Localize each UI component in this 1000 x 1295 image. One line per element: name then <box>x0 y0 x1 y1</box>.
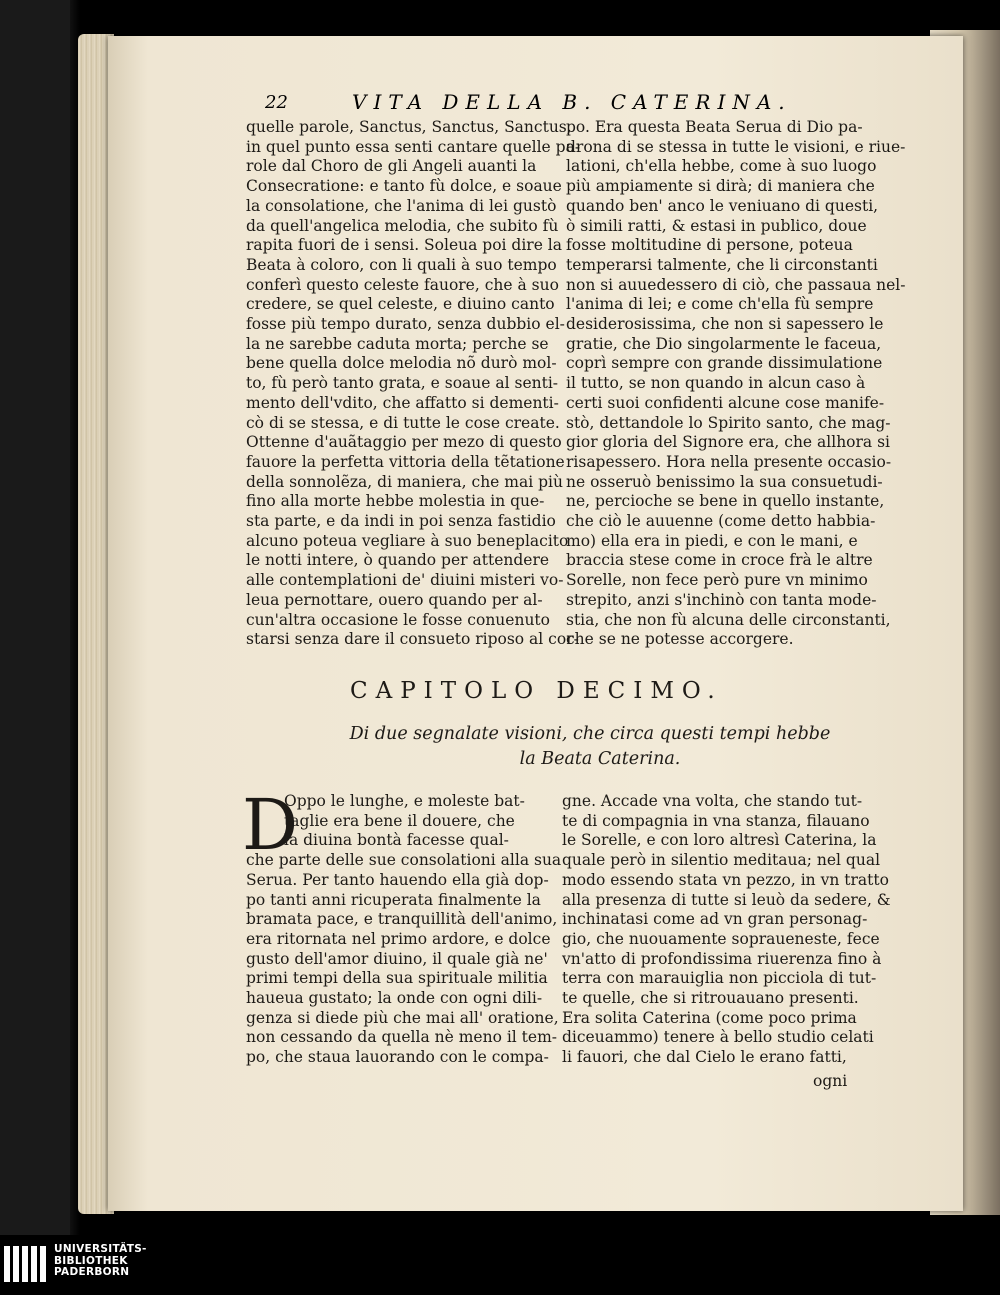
text-line: sta parte, e da indi in poi senza fastidio <box>246 512 556 531</box>
text-line: inchinatasi come ad vn gran personag- <box>562 910 868 929</box>
text-line: coprì sempre con grande dissimulatione <box>566 354 883 373</box>
text-line: non si auuedessero di ciò, che passaua nel- <box>566 275 906 294</box>
text-line: stia, che non fù alcuna delle circonstanti, <box>566 610 891 629</box>
text-line: le notti intere, ò quando per attendere <box>246 551 550 570</box>
text-line: Sorelle, non fece però pure vn minimo <box>566 571 868 590</box>
text-line: genza si diede più che mai all' oratione, <box>246 1008 559 1027</box>
text-line: gratie, che Dio singolarmente le faceua, <box>566 334 882 353</box>
text-column-right-top <box>566 118 906 650</box>
page-number: 22 <box>265 92 288 113</box>
text-line: era ritornata nel primo ardore, e dolce <box>246 929 551 948</box>
text-line: conferì questo celeste fauore, che à suo <box>246 275 559 294</box>
text-line: fino alla morte hebbe molestia in que- <box>246 492 545 511</box>
text-line: haueua gustato; la onde con ogni dili- <box>246 989 543 1008</box>
text-line: fauore la perfetta vittoria della tẽtatione <box>246 452 565 471</box>
text-line: bene quella dolce melodia nõ durò mol- <box>246 354 557 373</box>
text-line: starsi senza dare il consueto riposo al cor- <box>246 630 579 649</box>
text-line: Beata à coloro, con li quali à suo tempo <box>246 255 557 274</box>
text-line: che ciò le auuenne (come detto habbia- <box>566 512 876 531</box>
text-line: po, che staua lauorando con le compa- <box>246 1048 549 1067</box>
text-line: strepito, anzi s'inchinò con tanta mode- <box>566 590 877 609</box>
text-line: modo essendo stata vn pezzo, in vn tratto <box>562 870 889 889</box>
library-name <box>54 1244 147 1279</box>
library-footer <box>0 1235 1000 1295</box>
text-line: le Sorelle, e con loro altresì Caterina, la <box>562 831 877 850</box>
chapter-subtitle <box>310 722 870 772</box>
text-line: gio, che nuouamente sopraueneste, fece <box>562 929 880 948</box>
text-line: cun'altra occasione le fosse conuenuto <box>246 610 550 629</box>
text-line: ne osseruò benissimo la sua consuetudi- <box>566 472 883 491</box>
catchword: ogni <box>813 1072 848 1090</box>
text-line: Era solita Caterina (come poco prima <box>562 1008 857 1027</box>
text-line: non cessando da quella nè meno il tem- <box>246 1028 558 1047</box>
text-line: il tutto, se non quando in alcun caso à <box>566 374 866 393</box>
drop-cap: D <box>242 784 299 866</box>
text-line: quale però in silentio meditaua; nel qual <box>562 851 881 870</box>
text-line: più ampiamente si dirà; di maniera che <box>566 177 875 196</box>
text-line: risapessero. Hora nella presente occasio- <box>566 452 892 471</box>
text-line: gusto dell'amor diuino, il quale già ne' <box>246 949 548 968</box>
text-line: la consolatione, che l'anima di lei gustò <box>246 196 557 215</box>
text-line: vn'atto di profondissima riuerenza fino à <box>562 949 882 968</box>
text-line: Consecratione: e tanto fù dolce, e soaue <box>246 177 562 196</box>
text-line: credere, se quel celeste, e diuino canto <box>246 295 555 314</box>
text-column-right-bottom <box>562 792 891 1068</box>
text-line: lationi, ch'ella hebbe, come à suo luogo <box>566 157 877 176</box>
chapter-title: CAPITOLO DECIMO. <box>350 678 723 704</box>
text-line: role dal Choro de gli Angeli auanti la <box>246 157 537 176</box>
text-line: desiderosissima, che non si sapessero le <box>566 315 884 334</box>
text-line: diceuammo) tenere à bello studio celati <box>562 1028 874 1047</box>
text-line: in quel punto essa senti cantare quelle pa- <box>246 137 581 156</box>
text-line: cò di se stessa, e di tutte le cose create. <box>246 413 560 432</box>
text-column-left-bottom <box>246 792 562 1068</box>
library-name-line: UNIVERSITÄTS- <box>54 1243 147 1255</box>
text-line: gne. Accade vna volta, che stando tut- <box>562 792 863 810</box>
text-line: della sonnolẽza, di maniera, che mai più <box>246 472 563 491</box>
text-column-left-top <box>246 118 581 650</box>
text-line: Serua. Per tanto hauendo ella già dop- <box>246 870 549 889</box>
text-line: stò, dettandole lo Spirito santo, che mag- <box>566 413 891 432</box>
chapter-subtitle-line: Di due segnalate visioni, che circa questi tempi hebbe <box>349 724 831 744</box>
text-line: li fauori, che dal Cielo le erano fatti, <box>562 1048 847 1067</box>
text-line: te quelle, che si ritrouauano presenti. <box>562 989 859 1008</box>
chapter-subtitle-line: la Beata Caterina. <box>519 749 681 769</box>
text-line: Ottenne d'auãtaggio per mezo di questo <box>246 433 562 452</box>
text-line: mento dell'vdito, che affatto si dementi- <box>246 393 559 412</box>
text-line: da quell'angelica melodia, che subito fù <box>246 216 559 235</box>
text-line: po tanti anni ricuperata finalmente la <box>246 890 541 909</box>
text-line: leua pernottare, ouero quando per al- <box>246 590 543 609</box>
text-line: che se ne potesse accorgere. <box>566 630 794 649</box>
text-line: fosse più tempo durato, senza dubbio el- <box>246 315 565 334</box>
library-name-line: PADERBORN <box>54 1266 130 1278</box>
running-head: VITA DELLA B. CATERINA. <box>352 90 792 114</box>
text-line: bramata pace, e tranquillità dell'animo, <box>246 910 558 929</box>
text-line: la ne sarebbe caduta morta; perche se <box>246 334 549 353</box>
text-line: po. Era questa Beata Serua di Dio pa- <box>566 118 863 136</box>
library-name-line: BIBLIOTHEK <box>54 1254 128 1267</box>
text-line: Oppo le lunghe, e moleste bat- <box>284 792 525 810</box>
text-line: mo) ella era in piedi, e con le mani, e <box>566 531 858 550</box>
text-line: taglie era bene il douere, che <box>284 811 515 830</box>
text-line: quelle parole, Sanctus, Sanctus, Sanctus, <box>246 118 572 136</box>
text-line: quando ben' anco le veniuano di questi, <box>566 196 879 215</box>
library-logo-icon <box>4 1246 46 1282</box>
text-line: che parte delle sue consolationi alla sua <box>246 851 562 870</box>
text-line: terra con marauiglia non picciola di tut- <box>562 969 877 988</box>
text-line: la diuina bontà facesse qual- <box>284 831 509 850</box>
text-line: ne, percioche se bene in quello instante, <box>566 492 885 511</box>
text-line: primi tempi della sua spirituale militia <box>246 969 548 988</box>
text-line: alcuno poteua vegliare à suo beneplacito <box>246 531 569 550</box>
text-line: braccia stese come in croce frà le altre <box>566 551 873 570</box>
text-line: to, fù però tanto grata, e soaue al senti- <box>246 374 559 393</box>
text-line: te di compagnia in vna stanza, filauano <box>562 811 870 830</box>
text-line: gior gloria del Signore era, che allhora si <box>566 433 890 452</box>
text-line: fosse moltitudine di persone, poteua <box>566 236 853 255</box>
text-line: drona di se stessa in tutte le visioni, e riue- <box>566 137 906 156</box>
text-line: alla presenza di tutte si leuò da sedere, & <box>562 890 891 909</box>
text-line: alle contemplationi de' diuini misteri vo- <box>246 571 564 590</box>
text-line: l'anima di lei; e come ch'ella fù sempre <box>566 295 874 314</box>
text-line: certi suoi confidenti alcune cose manife- <box>566 393 885 412</box>
text-line: temperarsi talmente, che li circonstanti <box>566 255 878 274</box>
text-line: ò simili ratti, & estasi in publico, doue <box>566 216 867 235</box>
text-line: rapita fuori de i sensi. Soleua poi dire la <box>246 236 563 255</box>
